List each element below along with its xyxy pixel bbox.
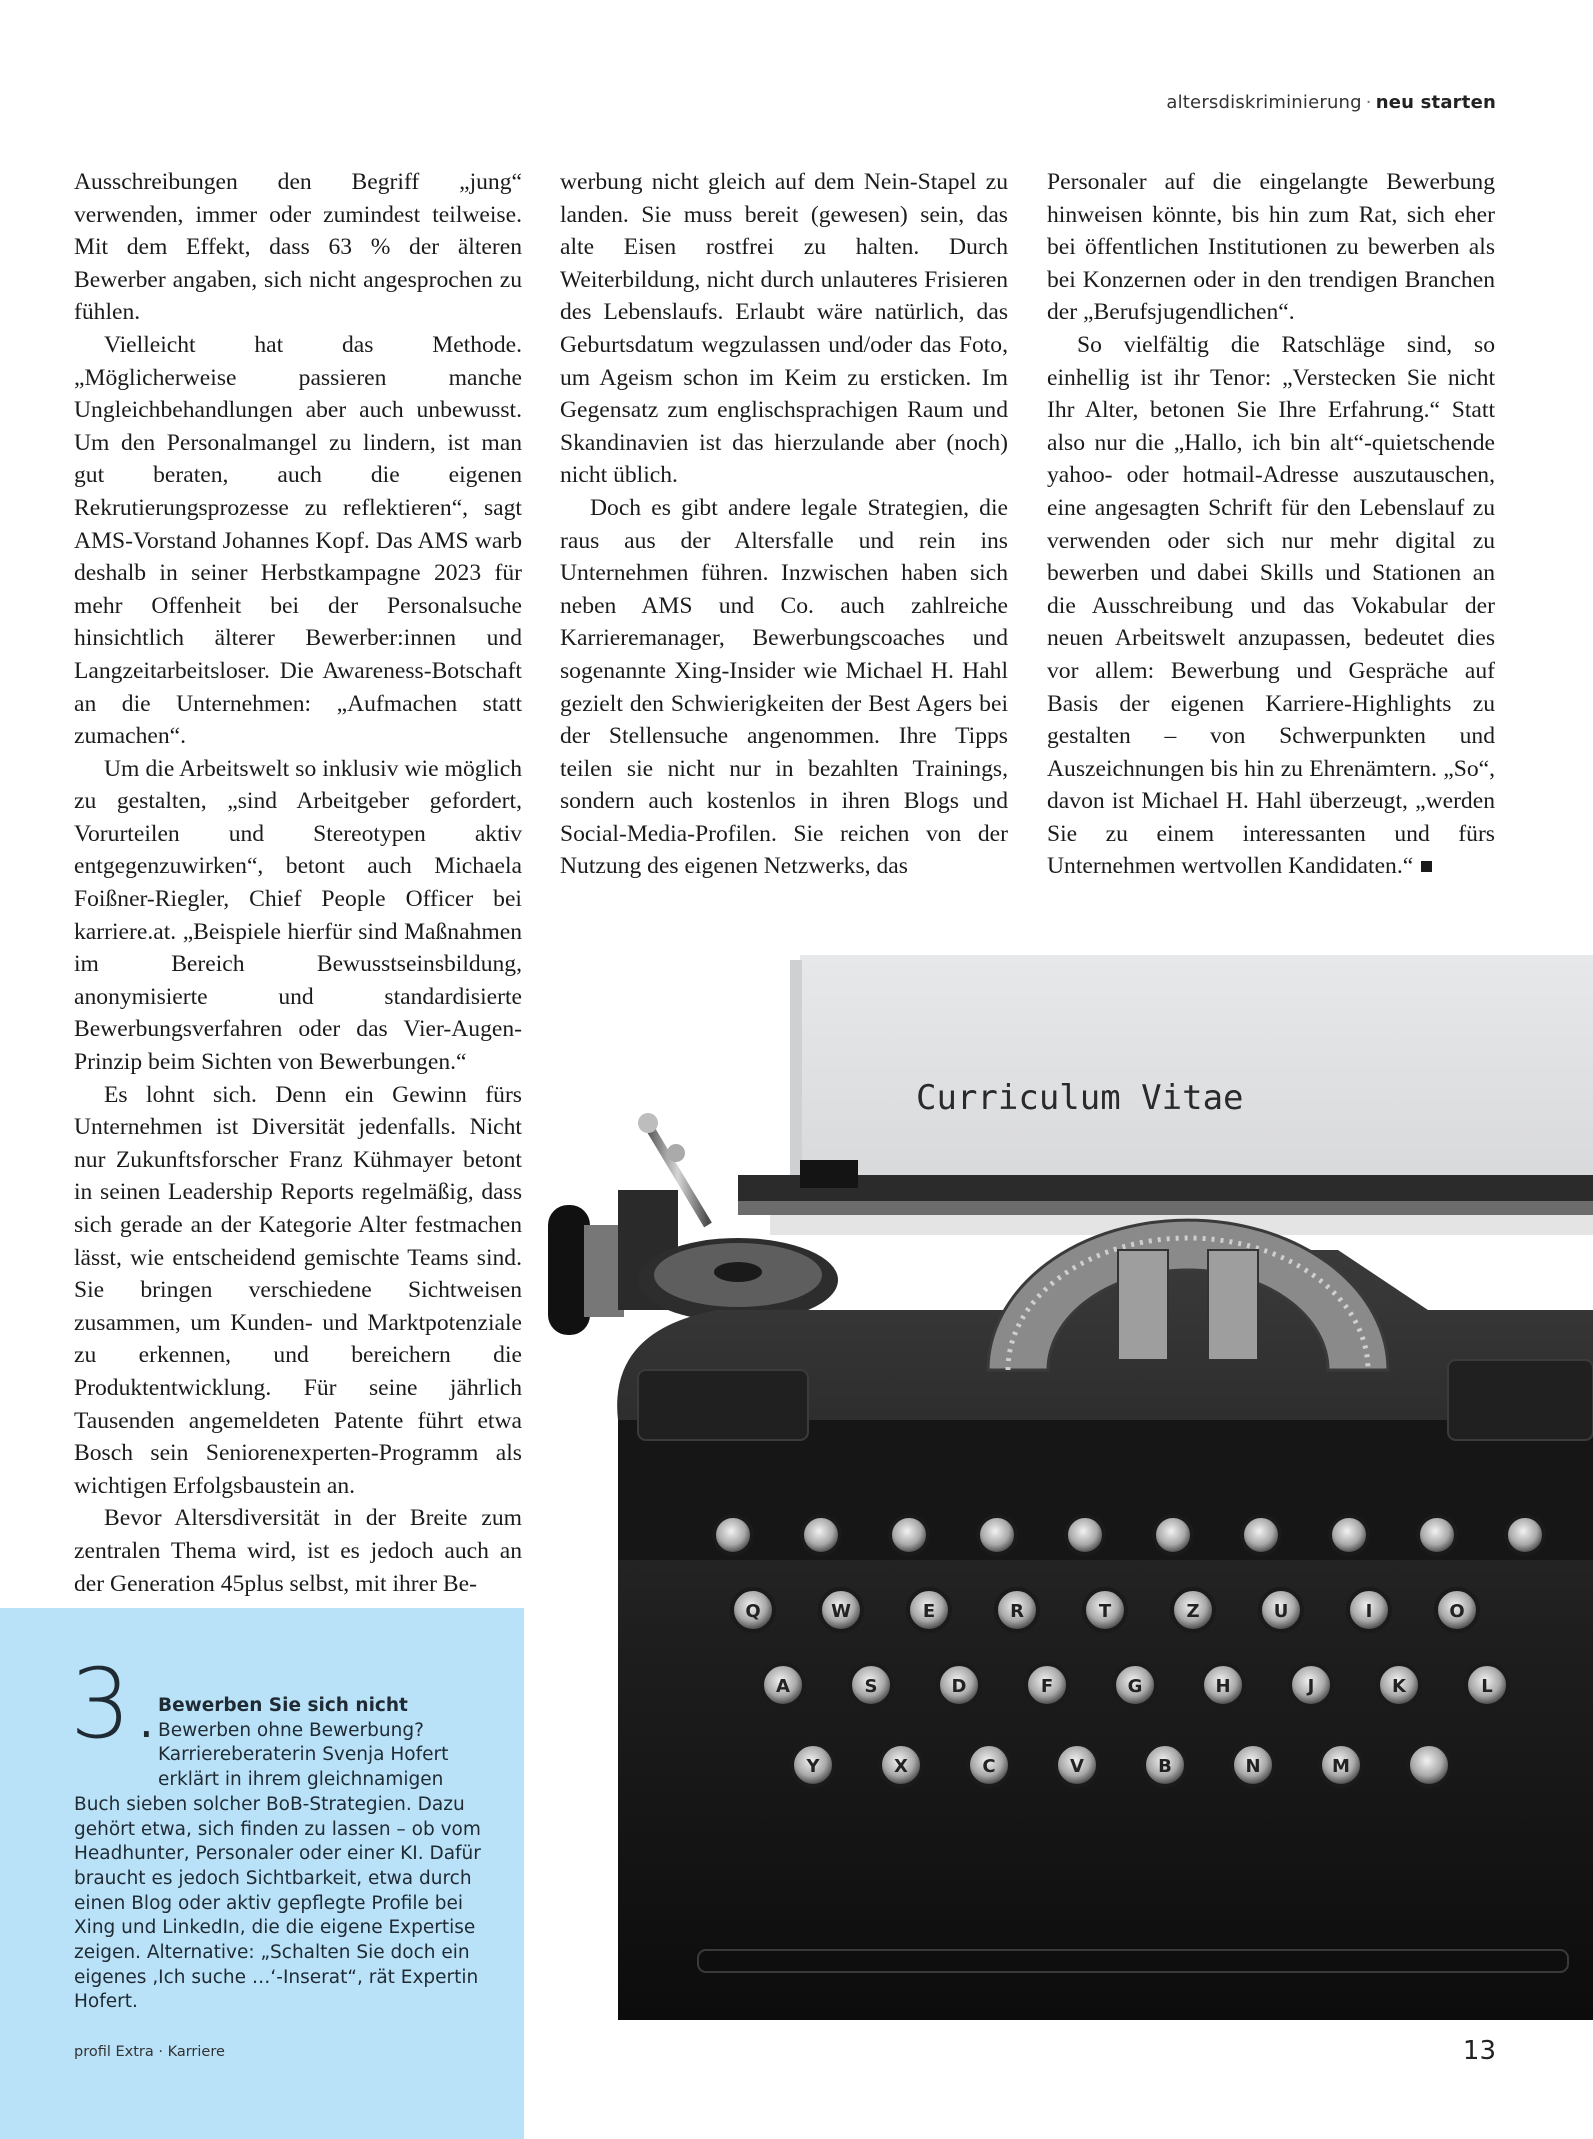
typewriter-key: [1242, 1516, 1280, 1554]
running-header: [1166, 92, 1496, 113]
key-letter: E: [922, 1601, 936, 1622]
key-letter: D: [951, 1676, 967, 1697]
key-letter: B: [1158, 1756, 1172, 1777]
paragraph: Es lohnt sich. Denn ein Gewinn fürs Unternehmen ist Diversität jedenfalls. Nicht nur Zukunftsforscher Franz Kühmayer betont in seinen Leadership Reports regelmäßig, dass sich gerade an der Kategorie Alter festmachen lässt, wie entscheidend gemischte Teams sind. Sie bringen verschiedene Sichtweisen zusammen, um Kunden- und Marktpotenziale zu erkennen, und bereichern die Produktentwicklung. Für seine jährlich Tausenden angemeldeten Patente führt etwa Bosch sein Seniorenexperten-Programm als wichtigen Erfolgsbaustein an.: [74, 1081, 522, 1499]
key-letter: Q: [745, 1601, 761, 1622]
typewriter-key: [978, 1516, 1016, 1554]
key-letter: V: [1070, 1756, 1084, 1777]
key-letter: A: [776, 1676, 790, 1697]
tip-title: Bewerben Sie sich nicht: [158, 1695, 408, 1716]
paragraph: Doch es gibt andere legale Strategien, die raus aus der Altersfalle und rein ins Unternehmen führen. Inzwischen haben sich neben AMS und Co. auch zahlreiche Karrieremanager, Bewerbungscoaches und sogenannte Xing-Insider wie Michael H. Hahl gezielt den Schwierigkeiten der Best Agers bei der Stellensuche angenommen. Ihre Tipps teilen sie nicht nur in bezahlten Trainings, sondern auch kostenlos in ihren Blogs und Social-Media-Profilen. Sie reichen von der Nutzung des eigenen Netzwerks, das: [560, 494, 1008, 880]
key-letter: G: [1127, 1676, 1143, 1697]
article-column-2: [560, 166, 1008, 883]
key-letter: M: [1332, 1756, 1350, 1777]
typewriter-photo: [548, 950, 1593, 2020]
tip-text: [74, 1694, 486, 2015]
typewriter-key: [1506, 1516, 1544, 1554]
key-letter: K: [1392, 1676, 1406, 1697]
paragraph-text: So vielfältig die Ratschläge sind, so einhellig ist ihr Tenor: „Verstecken Sie nicht Ihr Alter, betonen Sie Ihre Erfahrung.“ Statt also nur die „Hallo, ich bin alt“-quietschende yahoo- oder hotmail-Adresse auszutauschen, eine angesagten Schrift für den Lebenslauf zu verwenden oder sich nur mehr digital zu bewerben und dabei Skills und Stationen an die Ausschreibung und das Vokabular der neuen Arbeitswelt anzupassen, bedeutet dies vor allem: Bewerbung und Gespräche auf Basis der eigenen Karriere-Highlights zu gestalten – von Schwerpunkten und Auszeichnungen bis hin zu Ehrenämtern. „So“, davon ist Michael H. Hahl überzeugt, „werden Sie zu einem interessanten und fürs Unternehmen wertvollen Kandidaten.“: [1047, 331, 1495, 880]
end-mark-icon: [1421, 861, 1432, 872]
paragraph: Personaler auf die eingelangte Bewerbung hinweisen könnte, bis hin zum Rat, sich eher bei öffentlichen Institutionen zu bewerben als bei Konzernen oder in den trendigen Branchen der „Berufsjugendlichen“.: [1047, 169, 1495, 326]
paper-text: Curriculum Vitae: [916, 1078, 1244, 1118]
page-number: 13: [1462, 2036, 1496, 2066]
key-letter: Y: [806, 1756, 820, 1777]
typewriter-key: [802, 1516, 840, 1554]
key-letter: H: [1215, 1676, 1231, 1697]
key-letter: R: [1010, 1601, 1024, 1622]
header-topic: altersdiskriminierung: [1166, 92, 1362, 113]
article-column-3: [1047, 166, 1495, 883]
typewriter-key: [714, 1516, 752, 1554]
key-letter: F: [1040, 1676, 1054, 1697]
typewriter-key: [1330, 1516, 1368, 1554]
typewriter-key: [1408, 1744, 1450, 1786]
space-bar: [698, 1950, 1568, 1972]
typewriter-key: [890, 1516, 928, 1554]
key-letter: I: [1365, 1601, 1373, 1622]
paragraph: Um die Arbeitswelt so inklusiv wie möglich zu gestalten, „sind Arbeitgeber gefordert, Vorurteilen und Stereotypen aktiv entgegenzuwirken“, betont auch Michaela Foißner-Riegler, Chief People Officer bei karriere.at. „Beispiele hierfür sind Maßnahmen im Bereich Bewusstseinsbildung, anonymisierte und standardisierte Bewerbungsverfahren oder das Vier-Augen-Prinzip beim Sichten von Bewerbungen.“: [74, 755, 522, 1076]
key-letter: W: [831, 1601, 851, 1622]
key-letter: J: [1307, 1676, 1315, 1697]
typewriter-illustration: [548, 950, 1593, 2020]
key-letter: N: [1245, 1756, 1261, 1777]
carriage-bar: [738, 1175, 1593, 1201]
typewriter-key: [1066, 1516, 1104, 1554]
key-letter: S: [864, 1676, 878, 1697]
paragraph: [1047, 329, 1495, 883]
paragraph: Ausschreibungen den Begriff „jung“ verwenden, immer oder zumindest teilweise. Mit dem Effekt, dass 63 % der älteren Bewerber angaben, sich nicht angesprochen zu fühlen.: [74, 169, 522, 326]
article-column-1: [74, 166, 522, 1600]
header-separator: ·: [1365, 92, 1372, 113]
key-letter: Z: [1186, 1601, 1200, 1622]
platen-knob: [548, 1205, 590, 1335]
footer-publication: profil Extra · Karriere: [74, 2044, 225, 2060]
key-letter: C: [982, 1756, 996, 1777]
paper-sheet: [800, 955, 1593, 1185]
key-letter: T: [1098, 1601, 1112, 1622]
key-letter: U: [1273, 1601, 1289, 1622]
key-letter: X: [894, 1756, 908, 1777]
typewriter-key: [1418, 1516, 1456, 1554]
typewriter-key: [1154, 1516, 1192, 1554]
key-letter: O: [1449, 1601, 1465, 1622]
typewriter-body: [617, 1250, 1593, 2020]
tip-body: Bewerben ohne Bewerbung? Karriereberaterin Svenja Hofert erklärt in ihrem gleichnamigen Buch sieben solcher BoB-Strategien. Dazu gehört etwa, sich finden zu lassen – ob vom Headhunter, Personaler oder einer KI. Dafür braucht es jedoch Sichtbarkeit, etwa durch einen Blog oder aktiv gepflegte Profile bei Xing und LinkedIn, die die eigene Expertise zeigen. Alternative: „Schalten Sie doch ein eigenes ‚Ich suche …‘-Inserat“, rät Expertin Hofert.: [74, 1719, 481, 2013]
key-letter: L: [1481, 1676, 1493, 1697]
paragraph: werbung nicht gleich auf dem Nein-Stapel zu landen. Sie muss bereit (gewesen) sein, das alte Eisen rostfrei zu halten. Durch Weiterbildung, nicht durch unlauteres Frisieren des Lebenslaufs. Erlaubt wäre natürlich, das Geburtsdatum wegzulassen und/oder das Foto, um Ageism schon im Keim zu ersticken. Im Gegensatz zum englischsprachigen Raum und Skandinavien ist das hierzulande aber (noch) nicht üblich.: [560, 169, 1008, 489]
paragraph: Bevor Altersdiversität in der Breite zum zentralen Thema wird, ist es jedoch auch an der Generation 45plus selbst, mit ihrer Be-: [74, 1505, 522, 1597]
paragraph: Vielleicht hat das Methode. „Möglicherweise passieren manche Ungleichbehandlungen aber auch unbewusst. Um den Personalmangel zu lindern, ist man gut beraten, auch die eigenen Rekrutierungsprozesse zu reflektieren“, sagt AMS-Vorstand Johannes Kopf. Das AMS warb deshalb in seiner Herbstkampagne 2023 für mehr Offenheit bei der Personalsuche hinsichtlich älterer Bewerber:innen und Langzeitarbeitsloser. Die Awareness-Botschaft an die Unternehmen: „Aufmachen statt zumachen“.: [74, 331, 522, 750]
tip-number: 3.: [70, 1648, 162, 1760]
header-section: neu starten: [1375, 92, 1496, 113]
